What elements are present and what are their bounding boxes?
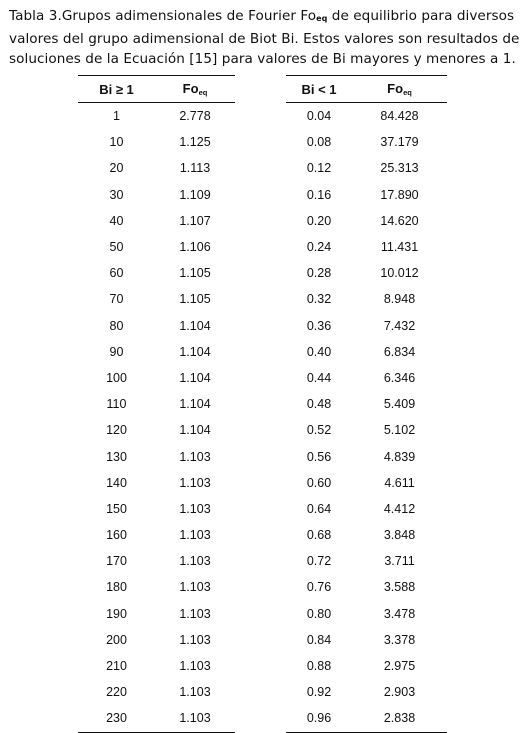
table-caption <box>9 6 519 69</box>
caption-line-2: valores del grupo adimensional de Biot Bi. Estos valores son resultados de <box>9 31 520 47</box>
caption-line-3: soluciones de la Ecuación [15] para valores de Bi mayores y menores a 1. <box>9 51 516 67</box>
cell-bi: 120 <box>106 423 127 438</box>
cell-bi: 0.76 <box>306 580 332 595</box>
cell-fo: 7.432 <box>383 318 416 333</box>
cell-fo: 1.104 <box>179 318 211 333</box>
table-row <box>78 103 235 130</box>
table-body <box>78 103 235 733</box>
table-row <box>78 182 235 208</box>
header-bi: Bi < 1 <box>286 76 352 103</box>
header-fo <box>352 76 447 103</box>
table-row <box>286 470 447 496</box>
table-row <box>286 653 447 679</box>
cell-fo: 1.103 <box>179 659 211 674</box>
cell-bi: 0.56 <box>306 449 332 464</box>
cell-bi: 140 <box>106 475 127 490</box>
cell-bi: 130 <box>106 449 127 464</box>
cell-fo: 1.106 <box>179 240 211 255</box>
header-fo-label: Fo <box>182 81 199 96</box>
cell-fo: 25.313 <box>380 161 419 176</box>
caption-line-1 <box>9 6 519 29</box>
table-row <box>78 208 235 234</box>
table-row <box>78 234 235 260</box>
table-bi-less-1 <box>286 75 447 733</box>
cell-fo: 1.103 <box>179 580 211 595</box>
table-row <box>286 522 447 548</box>
cell-bi: 0.44 <box>306 370 332 385</box>
cell-fo: 1.103 <box>179 606 211 621</box>
table-row <box>286 443 447 469</box>
caption-title: Grupos adimensionales de Fourier Fo <box>61 8 317 24</box>
cell-bi: 0.28 <box>306 266 332 281</box>
header-fo-subscript: eq <box>198 88 208 97</box>
cell-fo: 1.104 <box>179 344 211 359</box>
table-row <box>286 391 447 417</box>
table-row <box>286 313 447 339</box>
table-row <box>286 705 447 732</box>
table-body <box>286 103 447 733</box>
table-row <box>286 103 447 130</box>
cell-fo: 37.179 <box>380 135 419 150</box>
cell-bi: 0.40 <box>306 344 332 359</box>
table-row <box>78 653 235 679</box>
table-row <box>286 155 447 181</box>
table-row <box>78 313 235 339</box>
cell-fo: 3.588 <box>383 580 416 595</box>
header-bi: Bi ≥ 1 <box>78 76 155 103</box>
cell-fo: 1.125 <box>179 135 211 150</box>
cell-fo: 8.948 <box>383 292 416 307</box>
cell-bi: 200 <box>106 632 127 647</box>
table-row <box>78 155 235 181</box>
cell-bi: 0.48 <box>306 397 332 412</box>
cell-bi: 0.80 <box>306 606 332 621</box>
cell-fo: 1.103 <box>179 554 211 569</box>
cell-fo: 4.611 <box>384 475 415 490</box>
table-row <box>286 365 447 391</box>
table-row <box>78 129 235 155</box>
cell-bi: 230 <box>78 705 155 732</box>
cell-bi: 0.96 <box>286 705 352 732</box>
cell-bi: 170 <box>106 554 127 569</box>
table-row <box>286 129 447 155</box>
table-row <box>78 574 235 600</box>
table-row <box>286 627 447 653</box>
cell-fo: 2.838 <box>352 705 447 732</box>
table-row <box>286 286 447 312</box>
cell-fo: 1.109 <box>179 187 211 202</box>
table-row <box>286 260 447 286</box>
cell-fo: 17.890 <box>380 187 419 202</box>
cell-fo: 6.834 <box>383 344 416 359</box>
cell-fo: 2.903 <box>383 685 416 700</box>
table-row <box>286 182 447 208</box>
table-row <box>78 260 235 286</box>
table-row <box>78 601 235 627</box>
table-row <box>286 234 447 260</box>
table-row <box>78 548 235 574</box>
cell-bi: 90 <box>109 344 124 359</box>
cell-bi: 0.84 <box>306 632 332 647</box>
cell-bi: 0.24 <box>306 240 332 255</box>
cell-bi: 20 <box>109 161 124 176</box>
cell-fo: 5.409 <box>383 397 416 412</box>
cell-bi: 0.52 <box>306 423 332 438</box>
caption-title-end: de equilibrio para diversos <box>327 8 515 24</box>
cell-fo: 1.113 <box>179 161 211 176</box>
cell-bi: 0.12 <box>306 161 332 176</box>
cell-fo: 1.107 <box>179 213 211 228</box>
cell-bi: 180 <box>106 580 127 595</box>
cell-fo: 2.975 <box>383 659 416 674</box>
cell-bi: 0.36 <box>306 318 332 333</box>
cell-fo: 2.778 <box>179 109 211 124</box>
header-fo-subscript: eq <box>403 88 412 97</box>
cell-fo: 1.105 <box>179 292 211 307</box>
cell-bi: 40 <box>109 213 124 228</box>
cell-fo: 84.428 <box>380 109 419 124</box>
cell-bi: 100 <box>106 370 127 385</box>
cell-bi: 0.32 <box>306 292 332 307</box>
cell-fo: 3.848 <box>383 528 416 543</box>
table-row <box>78 496 235 522</box>
cell-fo: 5.102 <box>383 423 416 438</box>
table-row <box>78 339 235 365</box>
caption-subscript: eq <box>316 14 328 23</box>
cell-fo: 10.012 <box>380 266 419 281</box>
cell-fo: 3.378 <box>383 632 416 647</box>
cell-fo: 1.103 <box>155 705 235 732</box>
cell-fo: 1.103 <box>179 528 211 543</box>
cell-bi: 0.04 <box>306 109 332 124</box>
cell-fo: 6.346 <box>383 370 416 385</box>
cell-bi: 60 <box>109 266 124 281</box>
table-row <box>78 365 235 391</box>
cell-fo: 14.620 <box>380 213 419 228</box>
cell-bi: 190 <box>106 606 127 621</box>
cell-fo: 3.711 <box>384 554 415 569</box>
cell-fo: 1.103 <box>179 632 211 647</box>
cell-fo: 1.104 <box>179 423 211 438</box>
cell-bi: 0.72 <box>306 554 332 569</box>
table-row <box>78 705 235 732</box>
cell-bi: 10 <box>109 135 124 150</box>
cell-bi: 0.92 <box>306 685 332 700</box>
table-row <box>286 574 447 600</box>
cell-fo: 1.103 <box>179 475 211 490</box>
cell-fo: 1.104 <box>179 397 211 412</box>
table-row <box>78 286 235 312</box>
cell-fo: 1.103 <box>179 501 211 516</box>
table-row <box>78 391 235 417</box>
cell-bi: 110 <box>106 397 127 412</box>
table-row <box>78 417 235 443</box>
cell-fo: 3.478 <box>383 606 416 621</box>
cell-fo: 1.103 <box>179 449 211 464</box>
table-row <box>78 522 235 548</box>
cell-fo: 1.103 <box>179 685 211 700</box>
cell-fo: 1.104 <box>179 370 211 385</box>
cell-bi: 80 <box>109 318 124 333</box>
cell-bi: 30 <box>109 187 124 202</box>
table-row <box>78 679 235 705</box>
cell-bi: 160 <box>106 528 127 543</box>
table-row <box>78 443 235 469</box>
cell-bi: 50 <box>109 240 124 255</box>
table-row <box>78 470 235 496</box>
cell-bi: 0.68 <box>306 528 332 543</box>
cell-fo: 4.412 <box>383 501 416 516</box>
table-row <box>286 496 447 522</box>
table-row <box>78 627 235 653</box>
cell-bi: 0.64 <box>306 501 332 516</box>
cell-bi: 210 <box>106 659 127 674</box>
table-header-row <box>78 76 235 103</box>
cell-bi: 0.08 <box>306 135 332 150</box>
table-bi-greater-equal-1 <box>78 75 235 733</box>
table-row <box>286 208 447 234</box>
table-header-row <box>286 76 447 103</box>
cell-fo: 4.839 <box>383 449 416 464</box>
header-fo-label: Fo <box>387 81 404 96</box>
table-row <box>286 548 447 574</box>
cell-fo: 11.431 <box>380 240 419 255</box>
caption-label: Tabla 3. <box>9 8 62 24</box>
cell-bi: 0.60 <box>306 475 332 490</box>
header-fo <box>155 76 235 103</box>
cell-bi: 150 <box>106 501 127 516</box>
cell-bi: 220 <box>106 685 127 700</box>
table-row <box>286 339 447 365</box>
table-row <box>286 417 447 443</box>
cell-bi: 1 <box>113 109 120 124</box>
cell-fo: 1.105 <box>179 266 211 281</box>
cell-bi: 0.88 <box>306 659 332 674</box>
table-row <box>286 679 447 705</box>
table-row <box>286 601 447 627</box>
cell-bi: 0.20 <box>306 213 332 228</box>
cell-bi: 70 <box>109 292 124 307</box>
cell-bi: 0.16 <box>306 187 332 202</box>
